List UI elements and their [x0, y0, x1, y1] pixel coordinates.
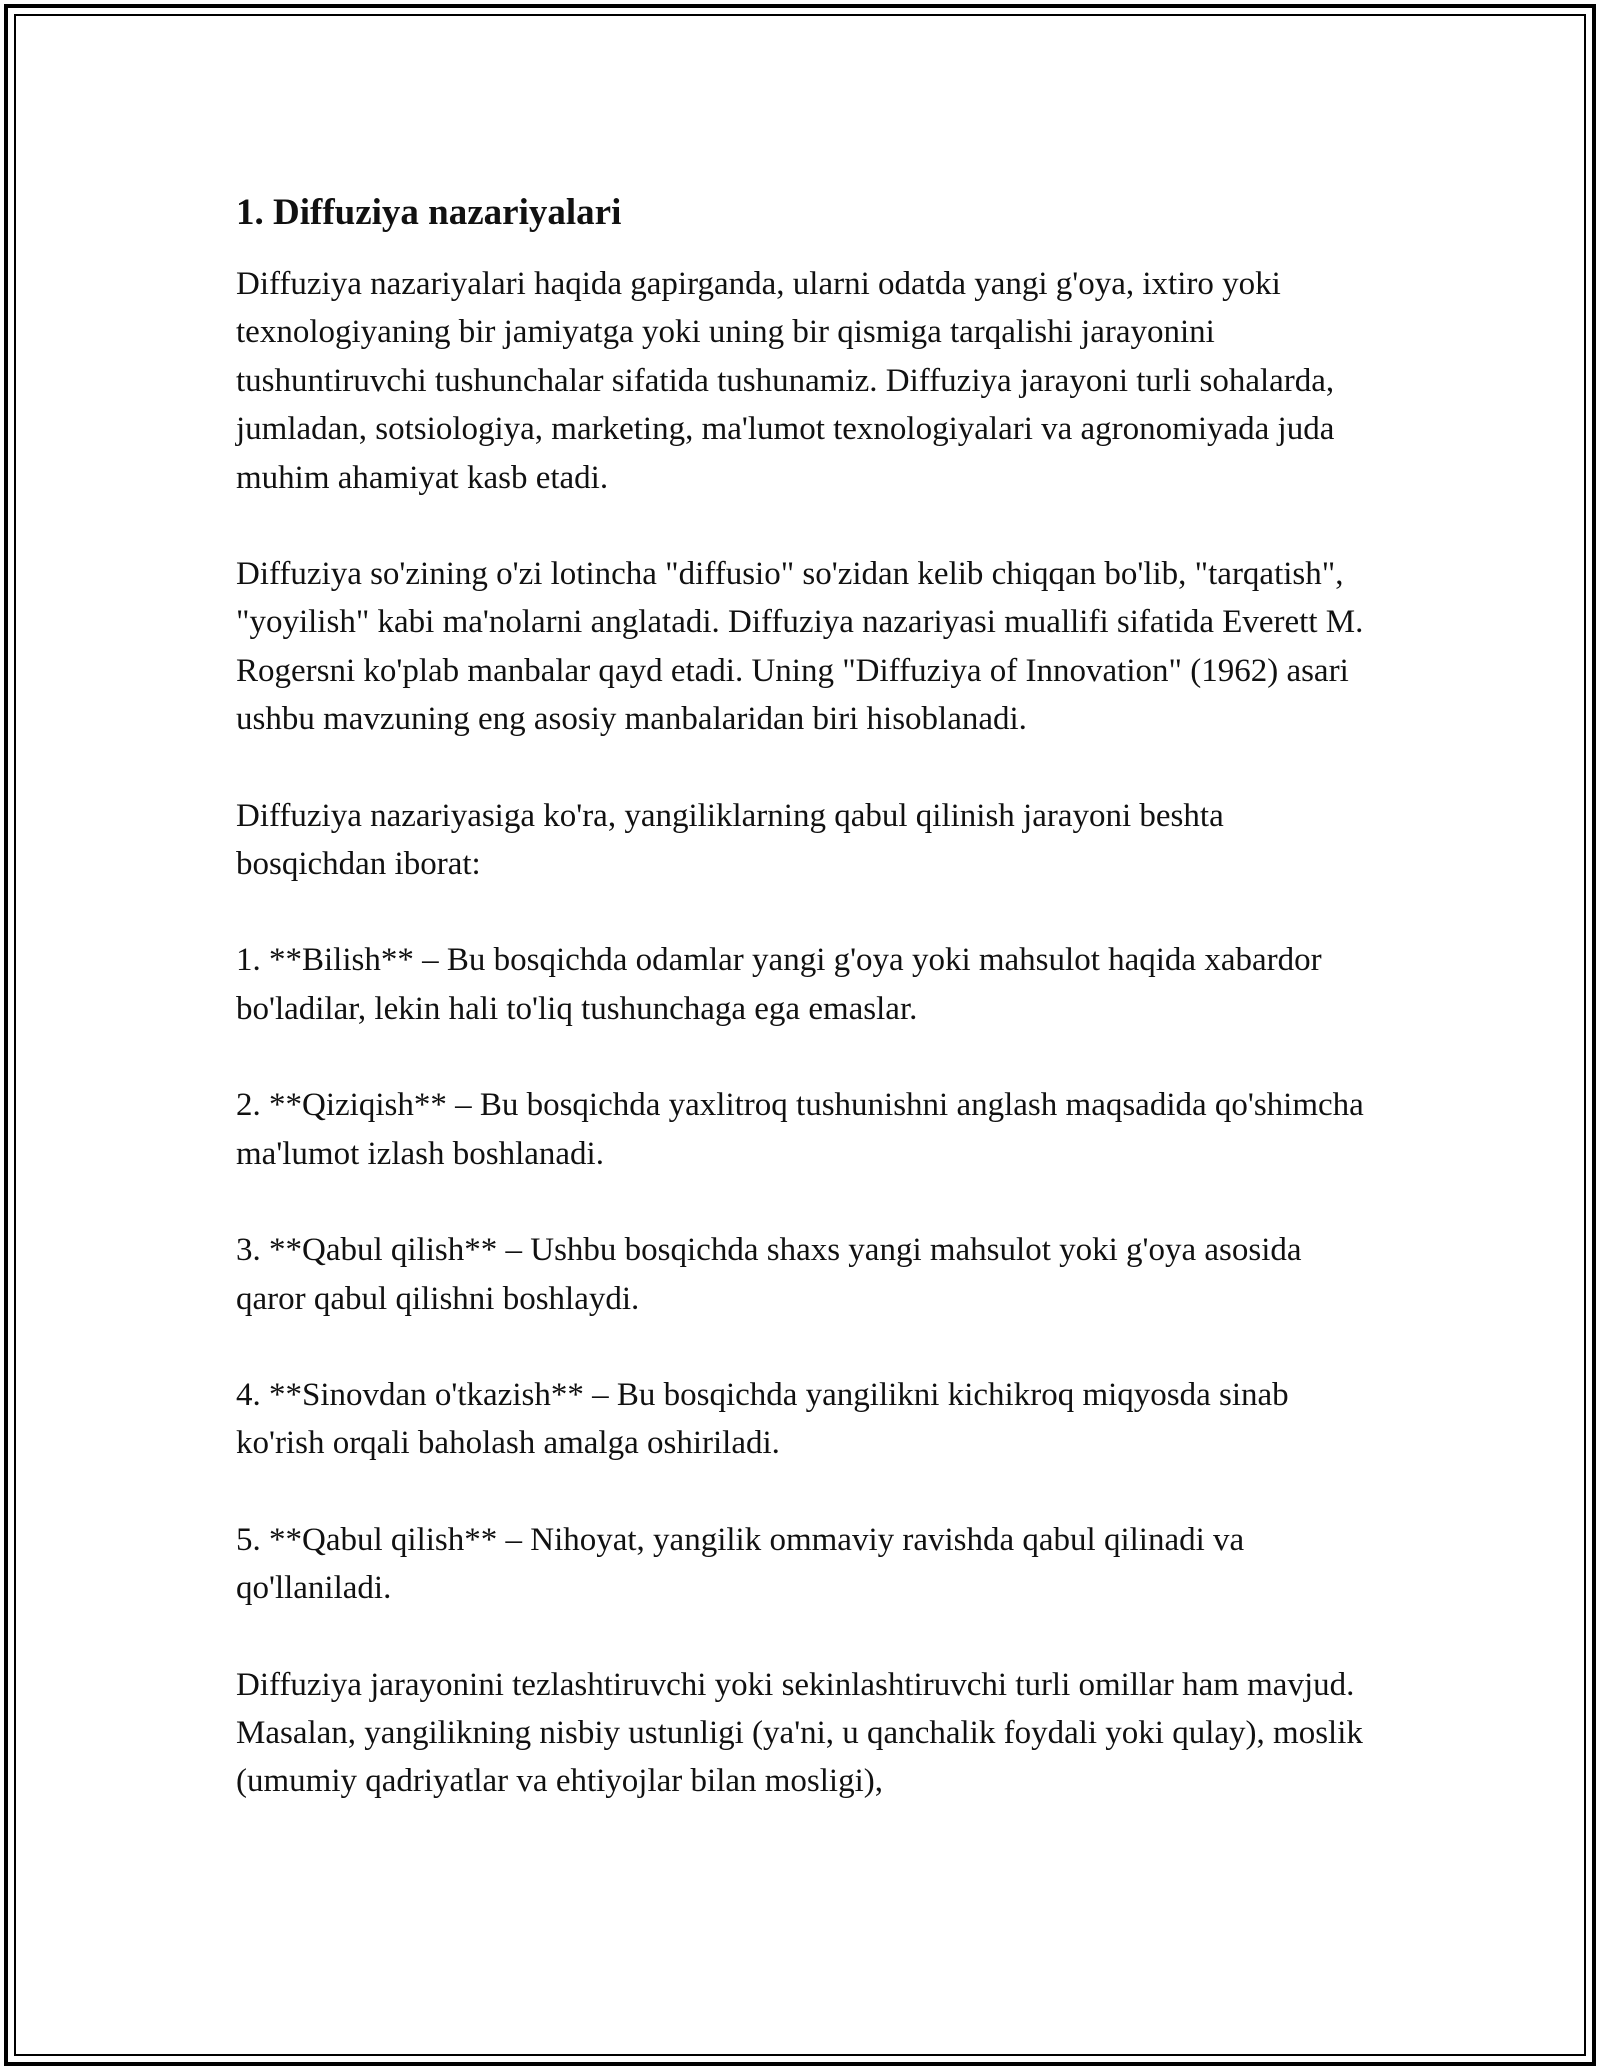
paragraph-etymology: Diffuziya so'zining o'zi lotincha "diffusio" so'zidan kelib chiqqan bo'lib, "tarqatish", "yoyilish" kabi ma'nolarni anglatadi. Diffuziya nazariyasi muallifi sifatida Everett M. Rogersni ko'plab manbalar qayd etadi. Uning "Diffuziya of Innovation" (1962) asari ushbu mavzuning eng asosiy manbalaridan biri hisoblanadi.: [236, 556, 1364, 738]
stage-item-qabul-qilish-final: 5. **Qabul qilish** – Nihoyat, yangilik ommaviy ravishda qabul qilinadi va qo'llaniladi.: [236, 1521, 1245, 1607]
stage-item-sinovdan-otkazish: 4. **Sinovdan o'tkazish** – Bu bosqichda yangilikni kichikroq miqyosda sinab ko'rish orqali baholash amalga oshiriladi.: [236, 1376, 1289, 1462]
stage-item-qiziqish: 2. **Qiziqish** – Bu bosqichda yaxlitroq tushunishni anglash maqsadida qo'shimcha ma'lumot izlash boshlanadi.: [236, 1087, 1364, 1172]
stage-item-bilish: 1. **Bilish** – Bu bosqichda odamlar yangi g'oya yoki mahsulot haqida xabardor bo'ladilar, lekin hali to'liq tushunchaga ega emaslar.: [236, 942, 1322, 1027]
paragraph-factors: Diffuziya jarayonini tezlashtiruvchi yoki sekinlashtiruvchi turli omillar ham mavjud. Masalan, yangilikning nisbiy ustunligi (ya'ni, u qanchalik foydali yoki qulay), moslik (umumiy qadriyatlar va ehtiyojlar bilan mosligi),: [236, 1666, 1363, 1800]
paragraph-stages-intro: Diffuziya nazariyasiga ko'ra, yangiliklarning qabul qilinish jarayoni beshta bosqichdan iborat:: [236, 797, 1224, 883]
section-heading: 1. Diffuziya nazariyalari: [236, 192, 622, 233]
paragraph-intro: Diffuziya nazariyalari haqida gapirganda, ularni odatda yangi g'oya, ixtiro yoki texnologiyaning bir jamiyatga yoki uning bir qismiga tarqalishi jarayonini tushuntiruvchi tushunchalar sifatida tushunamiz. Diffuziya jarayoni turli sohalarda, jumladan, sotsiologiya, marketing, ma'lumot texnologiyalari va agronomiyada juda muhim ahamiyat kasb etadi.: [236, 266, 1335, 496]
stage-item-qabul-qilish: 3. **Qabul qilish** – Ushbu bosqichda shaxs yangi mahsulot yoki g'oya asosida qaror qabul qilishni boshlaydi.: [236, 1232, 1302, 1317]
document-body: [236, 188, 1364, 1854]
